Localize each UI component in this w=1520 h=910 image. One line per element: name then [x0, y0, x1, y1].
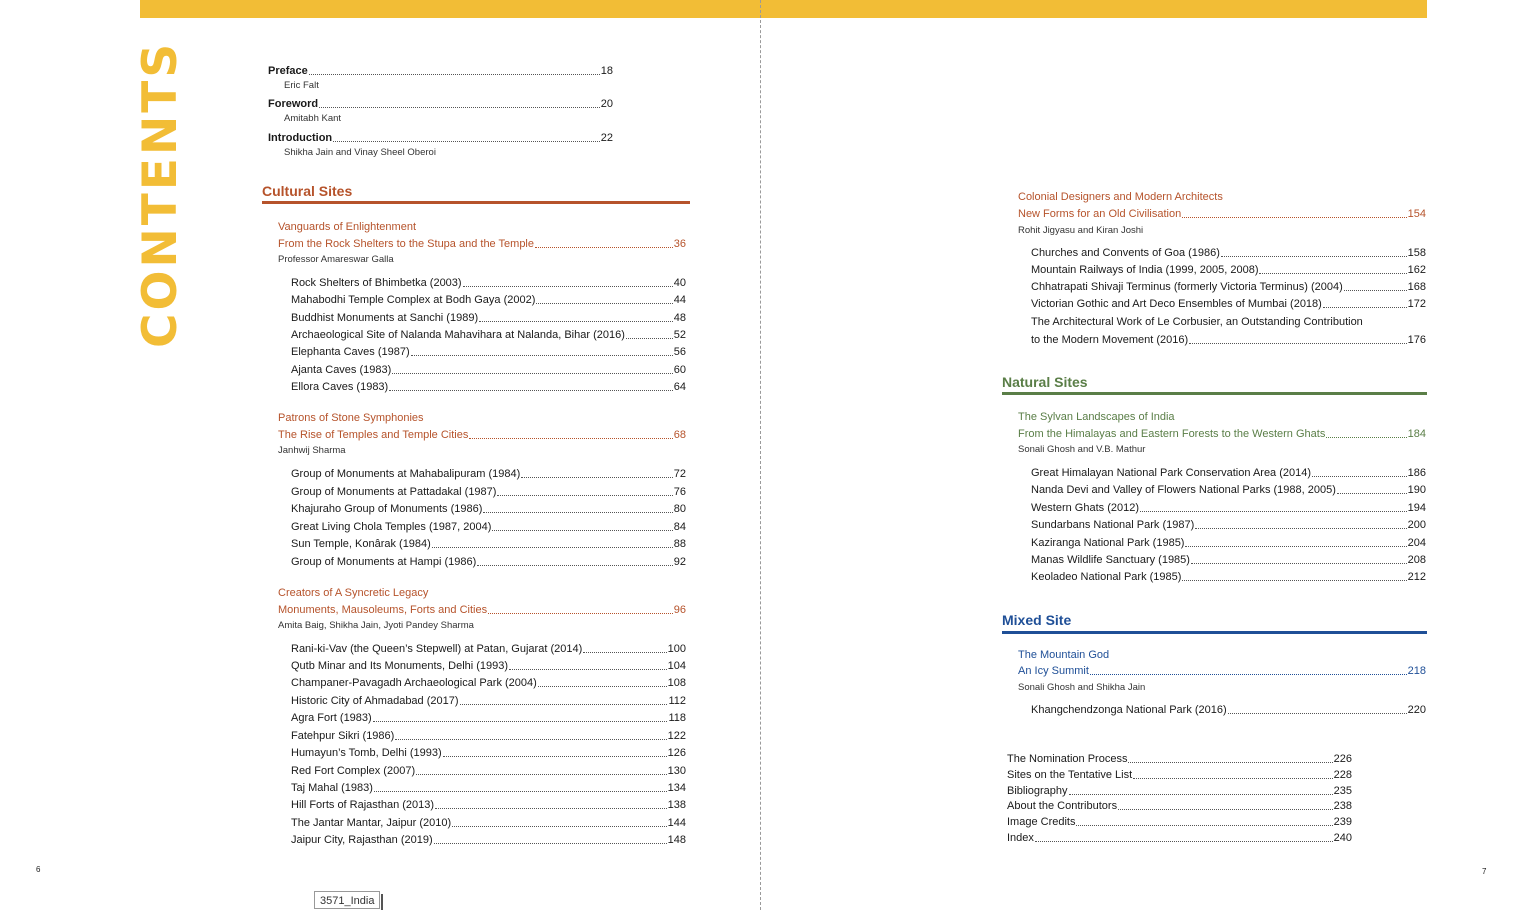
toc-row[interactable]: Western Ghats (2012) 194 [1031, 502, 1426, 514]
toc-row[interactable]: Jaipur City, Rajasthan (2019) 148 [291, 834, 686, 846]
toc-row[interactable]: Group of Monuments at Hampi (1986) 92 [291, 556, 686, 568]
toc-row[interactable]: The Jantar Mantar, Jaipur (2010) 144 [291, 817, 686, 829]
toc-row[interactable]: Qutb Minar and Its Monuments, Delhi (1993) 104 [291, 660, 686, 672]
toc-row[interactable]: Historic City of Ahmadabad (2017) 112 [291, 695, 686, 707]
toc-row[interactable]: Great Himalayan National Park Conservation Area (2014) 186 [1031, 467, 1426, 479]
toc-row[interactable]: Victorian Gothic and Art Deco Ensembles of Mumbai (2018) 172 [1031, 298, 1426, 310]
toc-row[interactable]: Champaner-Pavagadh Archaeological Park (2004) 108 [291, 677, 686, 689]
toc-row[interactable]: Ellora Caves (1983) 64 [291, 381, 686, 393]
section-rule-natural [1002, 392, 1427, 395]
essay-author: Professor Amareswar Galla [278, 254, 394, 265]
toc-row[interactable]: Manas Wildlife Sanctuary (1985) 208 [1031, 554, 1426, 566]
author-introduction: Shikha Jain and Vinay Sheel Oberoi [284, 147, 436, 158]
toc-row-essay[interactable]: From the Himalayas and Eastern Forests to the Western Ghats 184 [1018, 428, 1426, 440]
page-number-right: 7 [1482, 867, 1487, 876]
author-foreword: Amitabh Kant [284, 113, 342, 124]
toc-row-essay[interactable]: The Rise of Temples and Temple Cities 68 [278, 429, 686, 441]
section-rule-cultural [262, 201, 690, 204]
toc-row-back[interactable]: Bibliography 235 [1007, 785, 1352, 797]
toc-row-back[interactable]: Index 240 [1007, 832, 1352, 844]
toc-row[interactable]: Keoladeo National Park (1985) 212 [1031, 571, 1426, 583]
toc-row-essay[interactable]: New Forms for an Old Civilisation 154 [1018, 208, 1426, 220]
toc-row[interactable]: Sundarbans National Park (1987) 200 [1031, 519, 1426, 531]
essay-kicker: Colonial Designers and Modern Architects [1018, 191, 1223, 203]
essay-author: Janhwij Sharma [278, 445, 346, 456]
toc-row[interactable]: to the Modern Movement (2016) 176 [1031, 334, 1426, 346]
toc-row[interactable]: Kaziranga National Park (1985) 204 [1031, 537, 1426, 549]
file-tag-label[interactable]: 3571_India [314, 891, 380, 909]
essay-kicker: Vanguards of Enlightenment [278, 221, 416, 233]
essay-kicker: The Mountain God [1018, 649, 1110, 661]
toc-row-essay[interactable]: From the Rock Shelters to the Stupa and the Temple 36 [278, 238, 686, 250]
toc-row[interactable]: Red Fort Complex (2007) 130 [291, 765, 686, 777]
author-preface: Eric Falt [284, 80, 319, 91]
essay-author: Rohit Jigyasu and Kiran Joshi [1018, 225, 1144, 236]
essay-author: Amita Baig, Shikha Jain, Jyoti Pandey Sharma [278, 620, 474, 631]
toc-row[interactable]: Agra Fort (1983) 118 [291, 712, 686, 724]
toc-row-preface[interactable]: Preface 18 [268, 65, 613, 77]
toc-row[interactable]: Khangchendzonga National Park (2016) 220 [1031, 704, 1426, 716]
essay-kicker: Patrons of Stone Symphonies [278, 412, 424, 424]
toc-row[interactable]: Archaeological Site of Nalanda Mahavihara at Nalanda, Bihar (2016) 52 [291, 329, 686, 341]
toc-row[interactable]: Nanda Devi and Valley of Flowers National Parks (1988, 2005) 190 [1031, 484, 1426, 496]
essay-author: Sonali Ghosh and Shikha Jain [1018, 682, 1146, 693]
toc-row[interactable]: Chhatrapati Shivaji Terminus (formerly Victoria Terminus) (2004) 168 [1031, 281, 1426, 293]
toc-row[interactable]: Buddhist Monuments at Sanchi (1989) 48 [291, 312, 686, 324]
toc-row[interactable]: Group of Monuments at Mahabalipuram (1984) 72 [291, 468, 686, 480]
toc-row-back[interactable]: The Nomination Process 226 [1007, 753, 1352, 765]
toc-row[interactable]: Ajanta Caves (1983) 60 [291, 364, 686, 376]
toc-row[interactable]: Taj Mahal (1983) 134 [291, 782, 686, 794]
toc-row[interactable]: Mountain Railways of India (1999, 2005, 2008) 162 [1031, 264, 1426, 276]
section-rule-mixed [1002, 631, 1427, 634]
toc-row-foreword[interactable]: Foreword 20 [268, 98, 613, 110]
toc-row-back[interactable]: About the Contributors 238 [1007, 800, 1352, 812]
toc-row[interactable]: Humayun’s Tomb, Delhi (1993) 126 [291, 747, 686, 759]
toc-row-essay[interactable]: An Icy Summit 218 [1018, 665, 1426, 677]
toc-row-essay[interactable]: Monuments, Mausoleums, Forts and Cities 96 [278, 604, 686, 616]
toc-row-back[interactable]: Image Credits 239 [1007, 816, 1352, 828]
toc-row[interactable]: Great Living Chola Temples (1987, 2004) 84 [291, 521, 686, 533]
toc-row[interactable]: Mahabodhi Temple Complex at Bodh Gaya (2002) 44 [291, 294, 686, 306]
page-spine-divider [760, 0, 761, 910]
toc-row[interactable]: Churches and Convents of Goa (1986) 158 [1031, 247, 1426, 259]
essay-author: Sonali Ghosh and V.B. Mathur [1018, 444, 1146, 455]
toc-row[interactable]: Fatehpur Sikri (1986) 122 [291, 730, 686, 742]
section-title-mixed: Mixed Site [1002, 612, 1072, 628]
toc-entry-line1[interactable]: The Architectural Work of Le Corbusier, an Outstanding Contribution [1031, 316, 1363, 328]
toc-row[interactable]: Group of Monuments at Pattadakal (1987) 76 [291, 486, 686, 498]
top-color-bar [140, 0, 1427, 18]
page-number-left: 6 [36, 865, 41, 874]
essay-kicker: The Sylvan Landscapes of India [1018, 411, 1175, 423]
section-title-natural: Natural Sites [1002, 374, 1088, 390]
toc-row[interactable]: Hill Forts of Rajasthan (2013) 138 [291, 799, 686, 811]
toc-row[interactable]: Sun Temple, Konârak (1984) 88 [291, 538, 686, 550]
essay-kicker: Creators of A Syncretic Legacy [278, 587, 429, 599]
toc-row[interactable]: Rock Shelters of Bhimbetka (2003) 40 [291, 277, 686, 289]
toc-row-back[interactable]: Sites on the Tentative List 228 [1007, 769, 1352, 781]
toc-row[interactable]: Elephanta Caves (1987) 56 [291, 346, 686, 358]
contents-title: CONTENTS [133, 40, 188, 348]
section-title-cultural: Cultural Sites [262, 183, 353, 199]
toc-row-introduction[interactable]: Introduction 22 [268, 132, 613, 144]
toc-row[interactable]: Rani-ki-Vav (the Queen’s Stepwell) at Patan, Gujarat (2014) 100 [291, 643, 686, 655]
toc-row[interactable]: Khajuraho Group of Monuments (1986) 80 [291, 503, 686, 515]
